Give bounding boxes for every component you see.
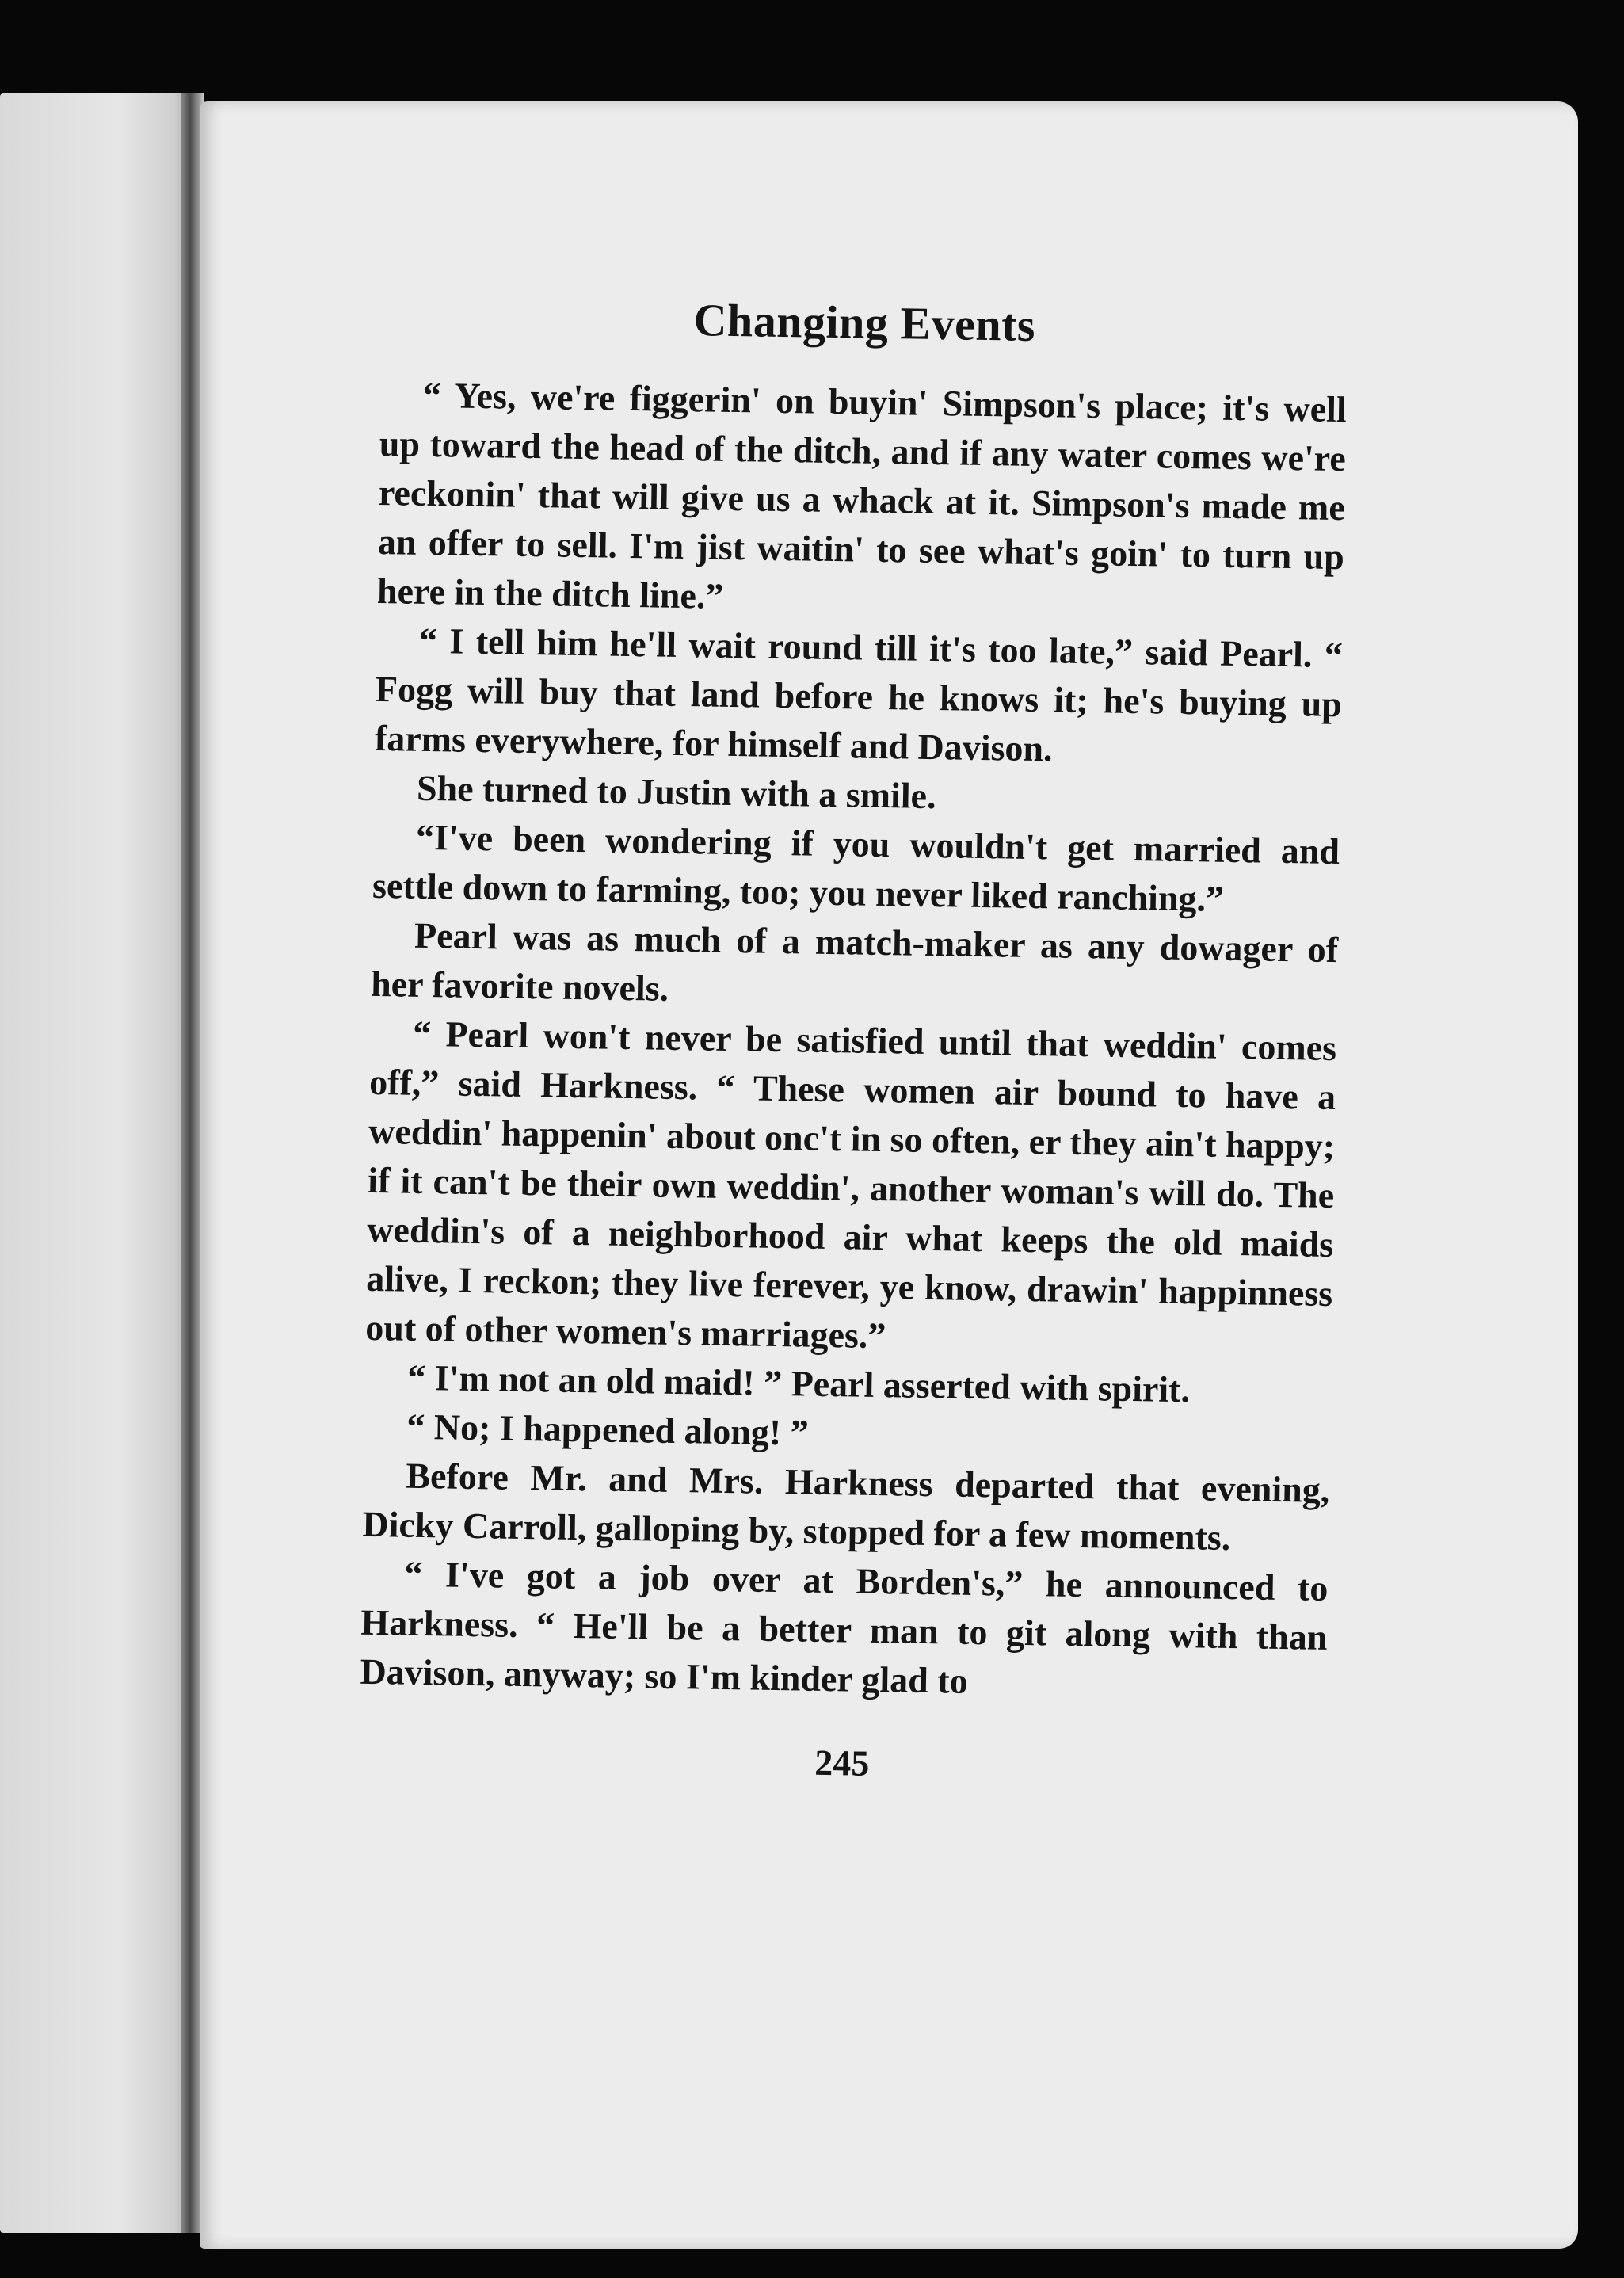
paragraph: “ Pearl won't never be satisfied until that weddin' comes off,” said Harkness. “ These women air bound to have a weddin' happenin' about onc't in so often, er they ain't happy; if it can't be their own weddin', another woman's will do. The weddin's of a neighborhood air what keeps the old maids alive, I reckon; they live ferever, ye know, drawin' happinness out of other women's marriages.” — [364, 1013, 1337, 1356]
paragraph: “ I'm not an old maid! ” Pearl asserted with spirit. — [407, 1356, 1191, 1410]
paragraph: Before Mr. and Mrs. Harkness departed that evening, Dicky Carroll, galloping by, stopped for a few moments. — [362, 1455, 1330, 1558]
running-head: Changing Events — [693, 294, 1036, 351]
paragraph: She turned to Justin with a smile. — [416, 767, 936, 816]
text-block — [359, 288, 1348, 1789]
paragraph: “ I tell him he'll wait round till it's too late,” said Pearl. “ Fogg will buy that land before he knows it; he's buying up farms everywhere, for himself and Davison. — [374, 620, 1344, 769]
paragraph: “I've been wondering if you wouldn't get married and settle down to farming, too; you never liked ranching.” — [372, 816, 1340, 919]
book-page — [200, 101, 1578, 2249]
paragraph: Pearl was as much of a match-maker as any dowager of her favorite novels. — [370, 914, 1339, 1009]
page-number: 245 — [814, 1742, 870, 1784]
paragraph: “ I've got a job over at Borden's,” he announced to Harkness. “ He'll be a better man to git along with than Davison, anyway; so I'm kinder glad to — [360, 1553, 1329, 1701]
paragraph: “ Yes, we're figgerin' on buyin' Simpson's place; it's well up toward the head of the ditch, and if any water comes we're reckonin' that will give us a whack at it. Simpson's made me an offer to sell. I'm jist waitin' to see what's goin' to turn up here in the ditch line.” — [376, 374, 1348, 616]
paragraph: “ No; I happened along! ” — [406, 1406, 810, 1453]
left-facing-page-edge — [0, 93, 198, 2233]
